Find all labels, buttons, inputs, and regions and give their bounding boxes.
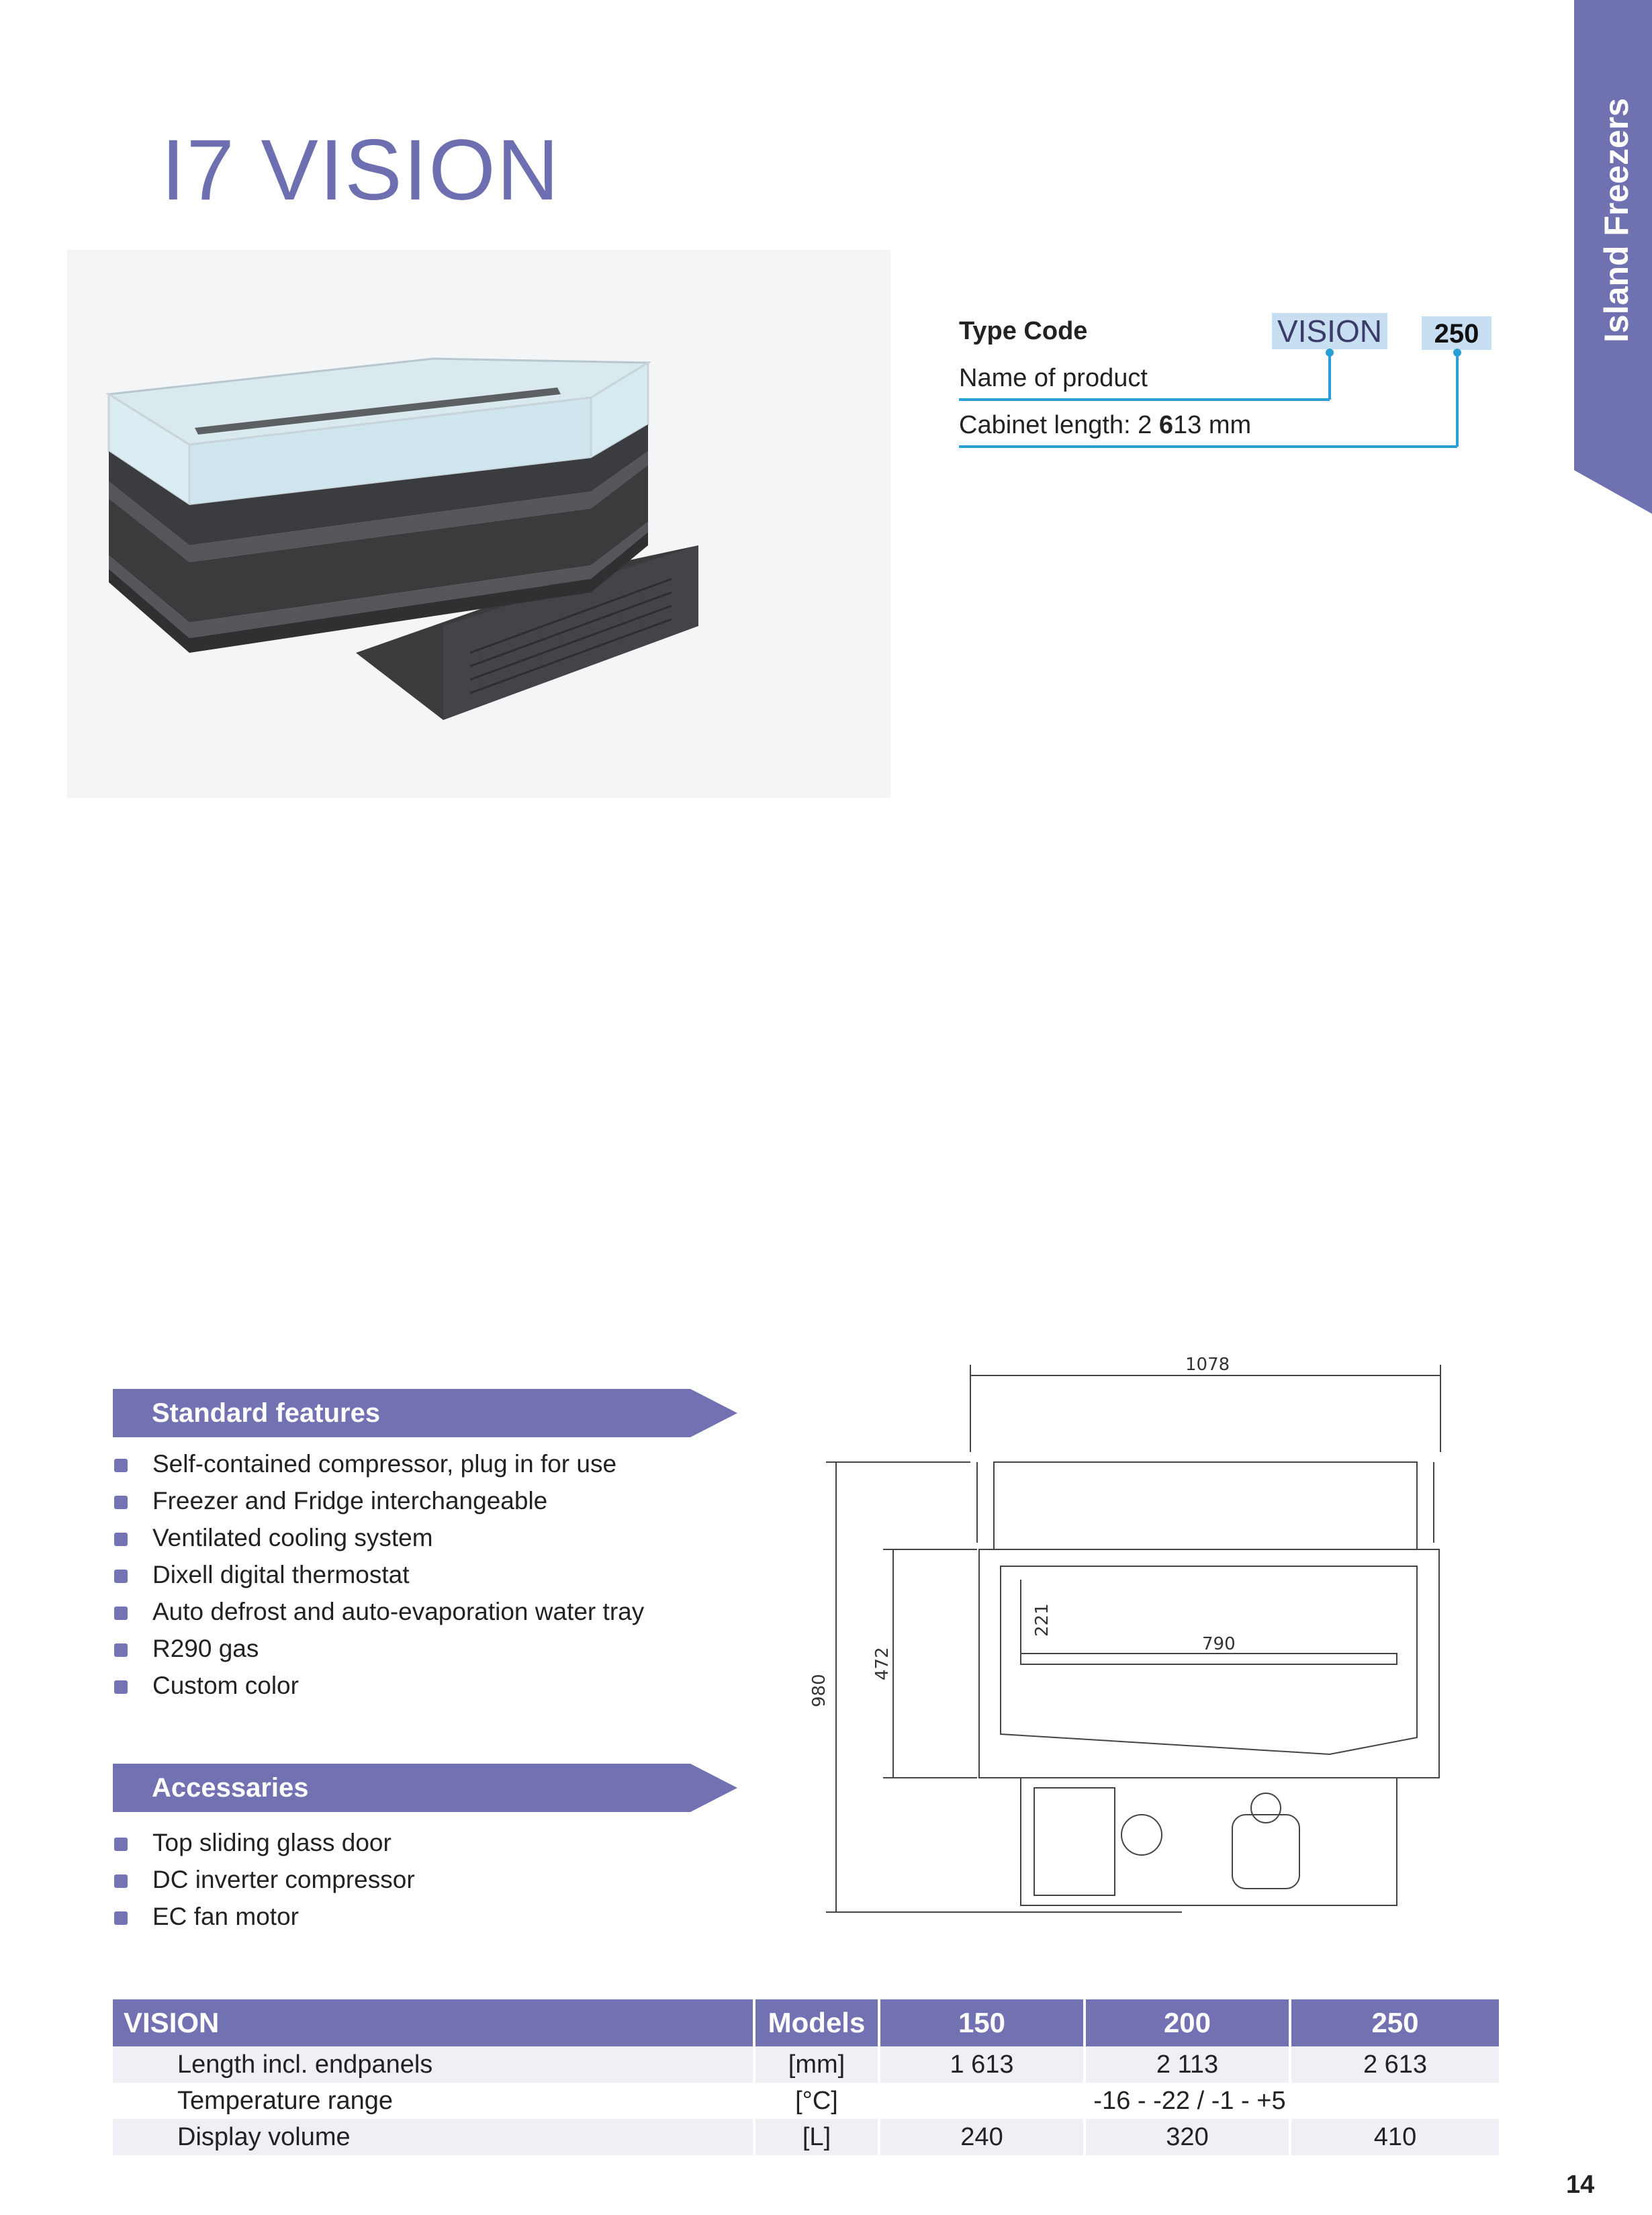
bullet-icon	[114, 1533, 128, 1546]
list-item: Self-contained compressor, plug in for use	[114, 1445, 719, 1482]
dim-height-cabinet: 472	[872, 1647, 892, 1680]
dim-width-inner: 790	[1202, 1634, 1236, 1654]
dim-height-total: 980	[809, 1674, 829, 1707]
product-photo	[67, 250, 890, 798]
table-row	[113, 2083, 1499, 2119]
length-prefix: Cabinet length: 2	[959, 411, 1159, 439]
list-item: Custom color	[114, 1667, 719, 1704]
bullet-icon	[114, 1643, 128, 1657]
bullet-icon	[114, 1911, 128, 1925]
table-row	[113, 2046, 1499, 2083]
type-code-name-value: VISION	[1272, 313, 1387, 349]
bullet-icon	[114, 1607, 128, 1620]
accessories-list	[114, 1824, 719, 1935]
standard-features-title: Standard features	[152, 1398, 381, 1428]
list-item: R290 gas	[114, 1630, 719, 1667]
type-code-name-label: Name of product	[959, 364, 1148, 392]
technical-drawing	[806, 1351, 1477, 1936]
row-value-150: 240	[879, 2119, 1085, 2155]
list-item: DC inverter compressor	[114, 1861, 719, 1898]
header-model-200: 200	[1085, 1999, 1290, 2046]
row-value-150: 1 613	[879, 2046, 1085, 2083]
header-brand: VISION	[113, 1999, 754, 2046]
length-bold: 6	[1158, 411, 1174, 439]
dim-width-total: 1078	[1185, 1355, 1230, 1375]
bullet-icon	[114, 1680, 128, 1694]
bullet-icon	[114, 1459, 128, 1472]
type-code-connectors	[954, 343, 1504, 457]
standard-features-list	[114, 1445, 719, 1704]
type-code-size-value: 250	[1422, 316, 1492, 350]
list-item: Auto defrost and auto-evaporation water tray	[114, 1593, 719, 1630]
row-param: Display volume	[113, 2119, 754, 2155]
header-model-250: 250	[1290, 1999, 1499, 2046]
length-suffix: 13 mm	[1173, 411, 1252, 439]
list-item: Ventilated cooling system	[114, 1519, 719, 1556]
dim-depth-inner: 221	[1032, 1603, 1052, 1637]
accessories-title: Accessaries	[152, 1773, 309, 1803]
bullet-icon	[114, 1838, 128, 1851]
list-item: Top sliding glass door	[114, 1824, 719, 1861]
row-value-span: -16 - -22 / -1 - +5	[1093, 2086, 1286, 2115]
list-item: Freezer and Fridge interchangeable	[114, 1482, 719, 1519]
table-header-row	[113, 1999, 1499, 2046]
type-code-heading: Type Code	[959, 317, 1088, 345]
row-value-250: 2 613	[1290, 2046, 1499, 2083]
row-unit: [°C]	[754, 2083, 879, 2119]
bullet-icon	[114, 1570, 128, 1583]
page-number: 14	[1566, 2171, 1595, 2199]
standard-features-banner	[113, 1389, 737, 1437]
page-title: I7 VISION	[161, 122, 561, 218]
accessories-banner	[113, 1764, 737, 1812]
row-param: Temperature range	[113, 2083, 754, 2119]
row-unit: [L]	[754, 2119, 879, 2155]
bullet-icon	[114, 1874, 128, 1888]
spec-table	[113, 1999, 1499, 2155]
row-unit: [mm]	[754, 2046, 879, 2083]
list-item: Dixell digital thermostat	[114, 1556, 719, 1593]
row-value-200: 320	[1085, 2119, 1290, 2155]
bullet-icon	[114, 1496, 128, 1509]
row-value-200: 2 113	[1085, 2046, 1290, 2083]
list-item: EC fan motor	[114, 1898, 719, 1935]
table-row	[113, 2119, 1499, 2155]
row-value-250: 410	[1290, 2119, 1499, 2155]
header-model-150: 150	[879, 1999, 1085, 2046]
header-models: Models	[754, 1999, 879, 2046]
row-param: Length incl. endpanels	[113, 2046, 754, 2083]
